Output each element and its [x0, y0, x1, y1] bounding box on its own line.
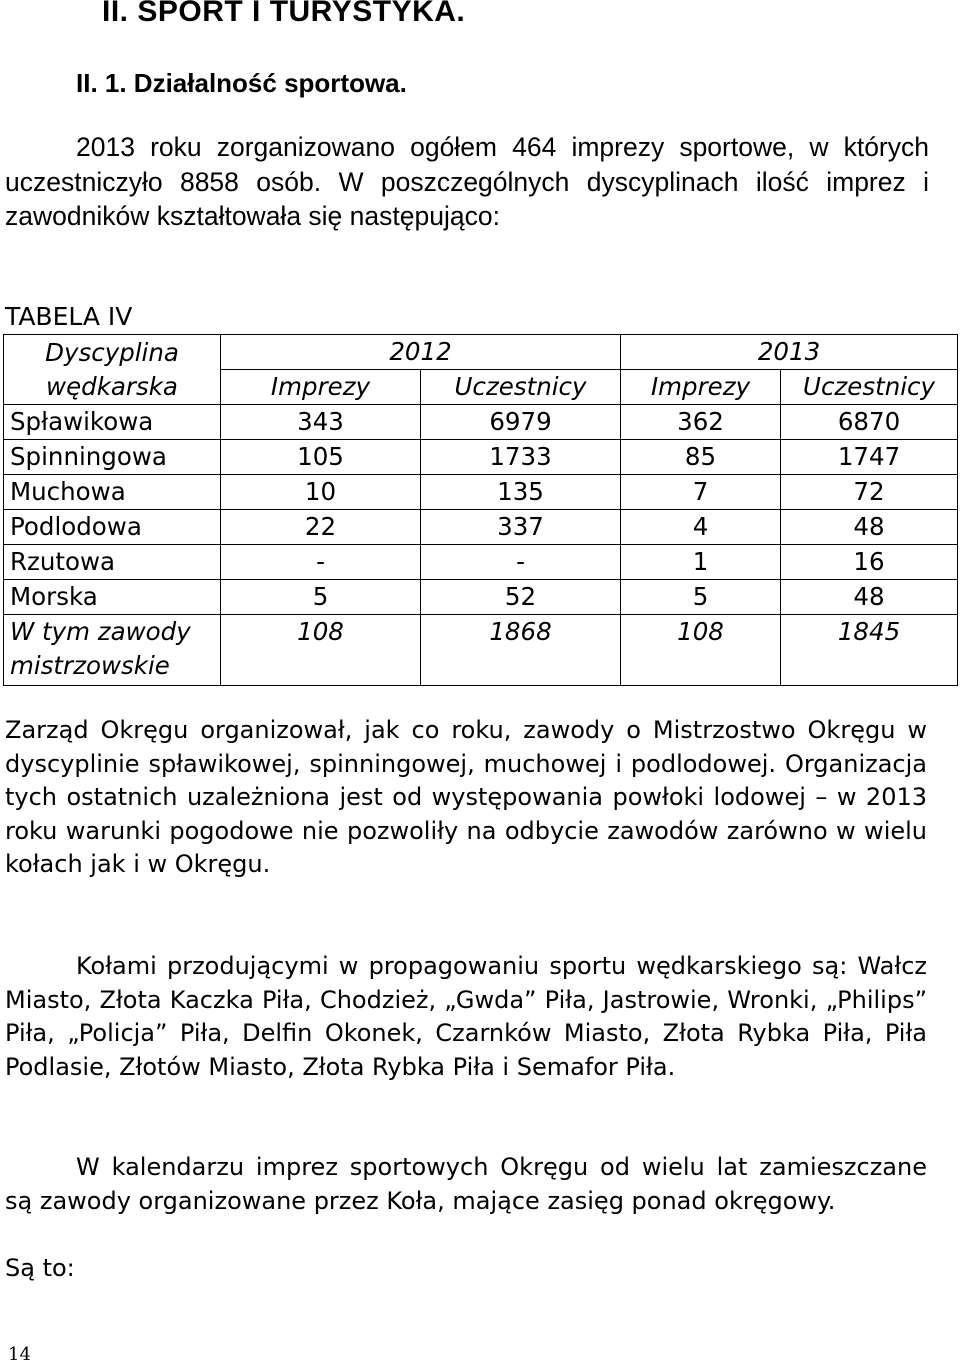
- participants-2013: 72: [781, 475, 958, 510]
- events-2012: 22: [221, 510, 421, 545]
- championships-paragraph: Zarząd Okręgu organizował, jak co roku, zawody o Mistrzostwo Okręgu w dyscyplinie spławikowej, spinningowej, muchowej i podlodowej. Organizacja tych ostatnich uzależniona jest od występowania powłoki lodowej – w 2013 roku warunki pogodowe nie pozwoliły na odbycie zawodów zarówno w wielu kołach jak i w Okręgu.: [5, 716, 927, 878]
- leading-clubs-paragraph: [5, 950, 927, 1084]
- discipline-name: Spinningowa: [4, 440, 221, 475]
- events-2013: 5: [621, 580, 781, 615]
- section-heading: II. SPORT I TURYSTYKA.: [102, 0, 466, 28]
- events-2012: 343: [221, 405, 421, 440]
- header-participants-2012: Uczestnicy: [421, 370, 621, 405]
- table-row: [4, 475, 958, 510]
- calendar-paragraph-text: W kalendarzu imprez sportowych Okręgu od wielu lat zamieszczane są zawody organizowane przez Koła, mające zasięg ponad okręgowy.: [5, 1153, 927, 1215]
- discipline-name: Podlodowa: [4, 510, 221, 545]
- discipline-name: Rzutowa: [4, 545, 221, 580]
- list-intro: Są to:: [5, 1254, 75, 1282]
- table-header-row-years: [4, 335, 958, 370]
- table-label: TABELA IV: [5, 302, 133, 331]
- calendar-paragraph: [5, 1151, 927, 1218]
- participants-2013: 48: [781, 580, 958, 615]
- championship-participants-2013: 1845: [781, 615, 958, 686]
- discipline-name: Spławikowa: [4, 405, 221, 440]
- participants-2013: 48: [781, 510, 958, 545]
- subsection-heading: II. 1. Działalność sportowa.: [76, 68, 407, 98]
- table-row: [4, 440, 958, 475]
- events-2013: 1: [621, 545, 781, 580]
- participants-2012: 135: [421, 475, 621, 510]
- discipline-name: Morska: [4, 580, 221, 615]
- table-row: [4, 545, 958, 580]
- events-2013: 85: [621, 440, 781, 475]
- header-participants-2013: Uczestnicy: [781, 370, 958, 405]
- events-2012: 105: [221, 440, 421, 475]
- table-row: [4, 580, 958, 615]
- participants-2012: -: [421, 545, 621, 580]
- championship-participants-2012: 1868: [421, 615, 621, 686]
- participants-2012: 6979: [421, 405, 621, 440]
- participants-2012: 52: [421, 580, 621, 615]
- participants-2013: 6870: [781, 405, 958, 440]
- participants-2012: 1733: [421, 440, 621, 475]
- table-row-championship: [4, 615, 958, 686]
- participants-2013: 16: [781, 545, 958, 580]
- events-2012: 5: [221, 580, 421, 615]
- championship-name-line1: W tym zawody: [10, 617, 191, 646]
- header-events-2013: Imprezy: [621, 370, 781, 405]
- leading-clubs-paragraph-text: Kołami przodującymi w propagowaniu sportu wędkarskiego są: Wałcz Miasto, Złota Kaczka Piła, Chodzież, „Gwda” Piła, Jastrowie, Wronki, „Philips” Piła, „Policja” Piła, Delfin Okonek, Czarnków Miasto, Złota Rybka Piła, Piła Podlasie, Złotów Miasto, Złota Rybka Piła i Semafor Piła.: [5, 952, 927, 1081]
- header-discipline-line2: wędkarska: [46, 371, 178, 401]
- table-row: [4, 510, 958, 545]
- events-2012: -: [221, 545, 421, 580]
- championship-name-line2: mistrzowskie: [10, 651, 170, 680]
- header-discipline: [4, 335, 221, 405]
- page-number: 14: [8, 1344, 31, 1365]
- header-discipline-line1: Dyscyplina: [45, 337, 179, 367]
- header-year-2012: 2012: [221, 335, 621, 370]
- events-2013: 4: [621, 510, 781, 545]
- participants-2013: 1747: [781, 440, 958, 475]
- discipline-name: Muchowa: [4, 475, 221, 510]
- intro-paragraph-text: 2013 roku zorganizowano ogółem 464 imprezy sportowe, w których uczestniczyło 8858 osób. W poszczególnych dyscyplinach ilość imprez i zawodników kształtowała się następująco:: [5, 132, 929, 231]
- events-2013: 362: [621, 405, 781, 440]
- championship-events-2013: 108: [621, 615, 781, 686]
- events-2013: 7: [621, 475, 781, 510]
- header-events-2012: Imprezy: [221, 370, 421, 405]
- header-year-2013: 2013: [621, 335, 958, 370]
- intro-paragraph: [5, 130, 929, 234]
- participants-2012: 337: [421, 510, 621, 545]
- events-2012: 10: [221, 475, 421, 510]
- competition-stats-table: [3, 334, 958, 686]
- championship-events-2012: 108: [221, 615, 421, 686]
- table-row: [4, 405, 958, 440]
- championship-name: [4, 615, 221, 686]
